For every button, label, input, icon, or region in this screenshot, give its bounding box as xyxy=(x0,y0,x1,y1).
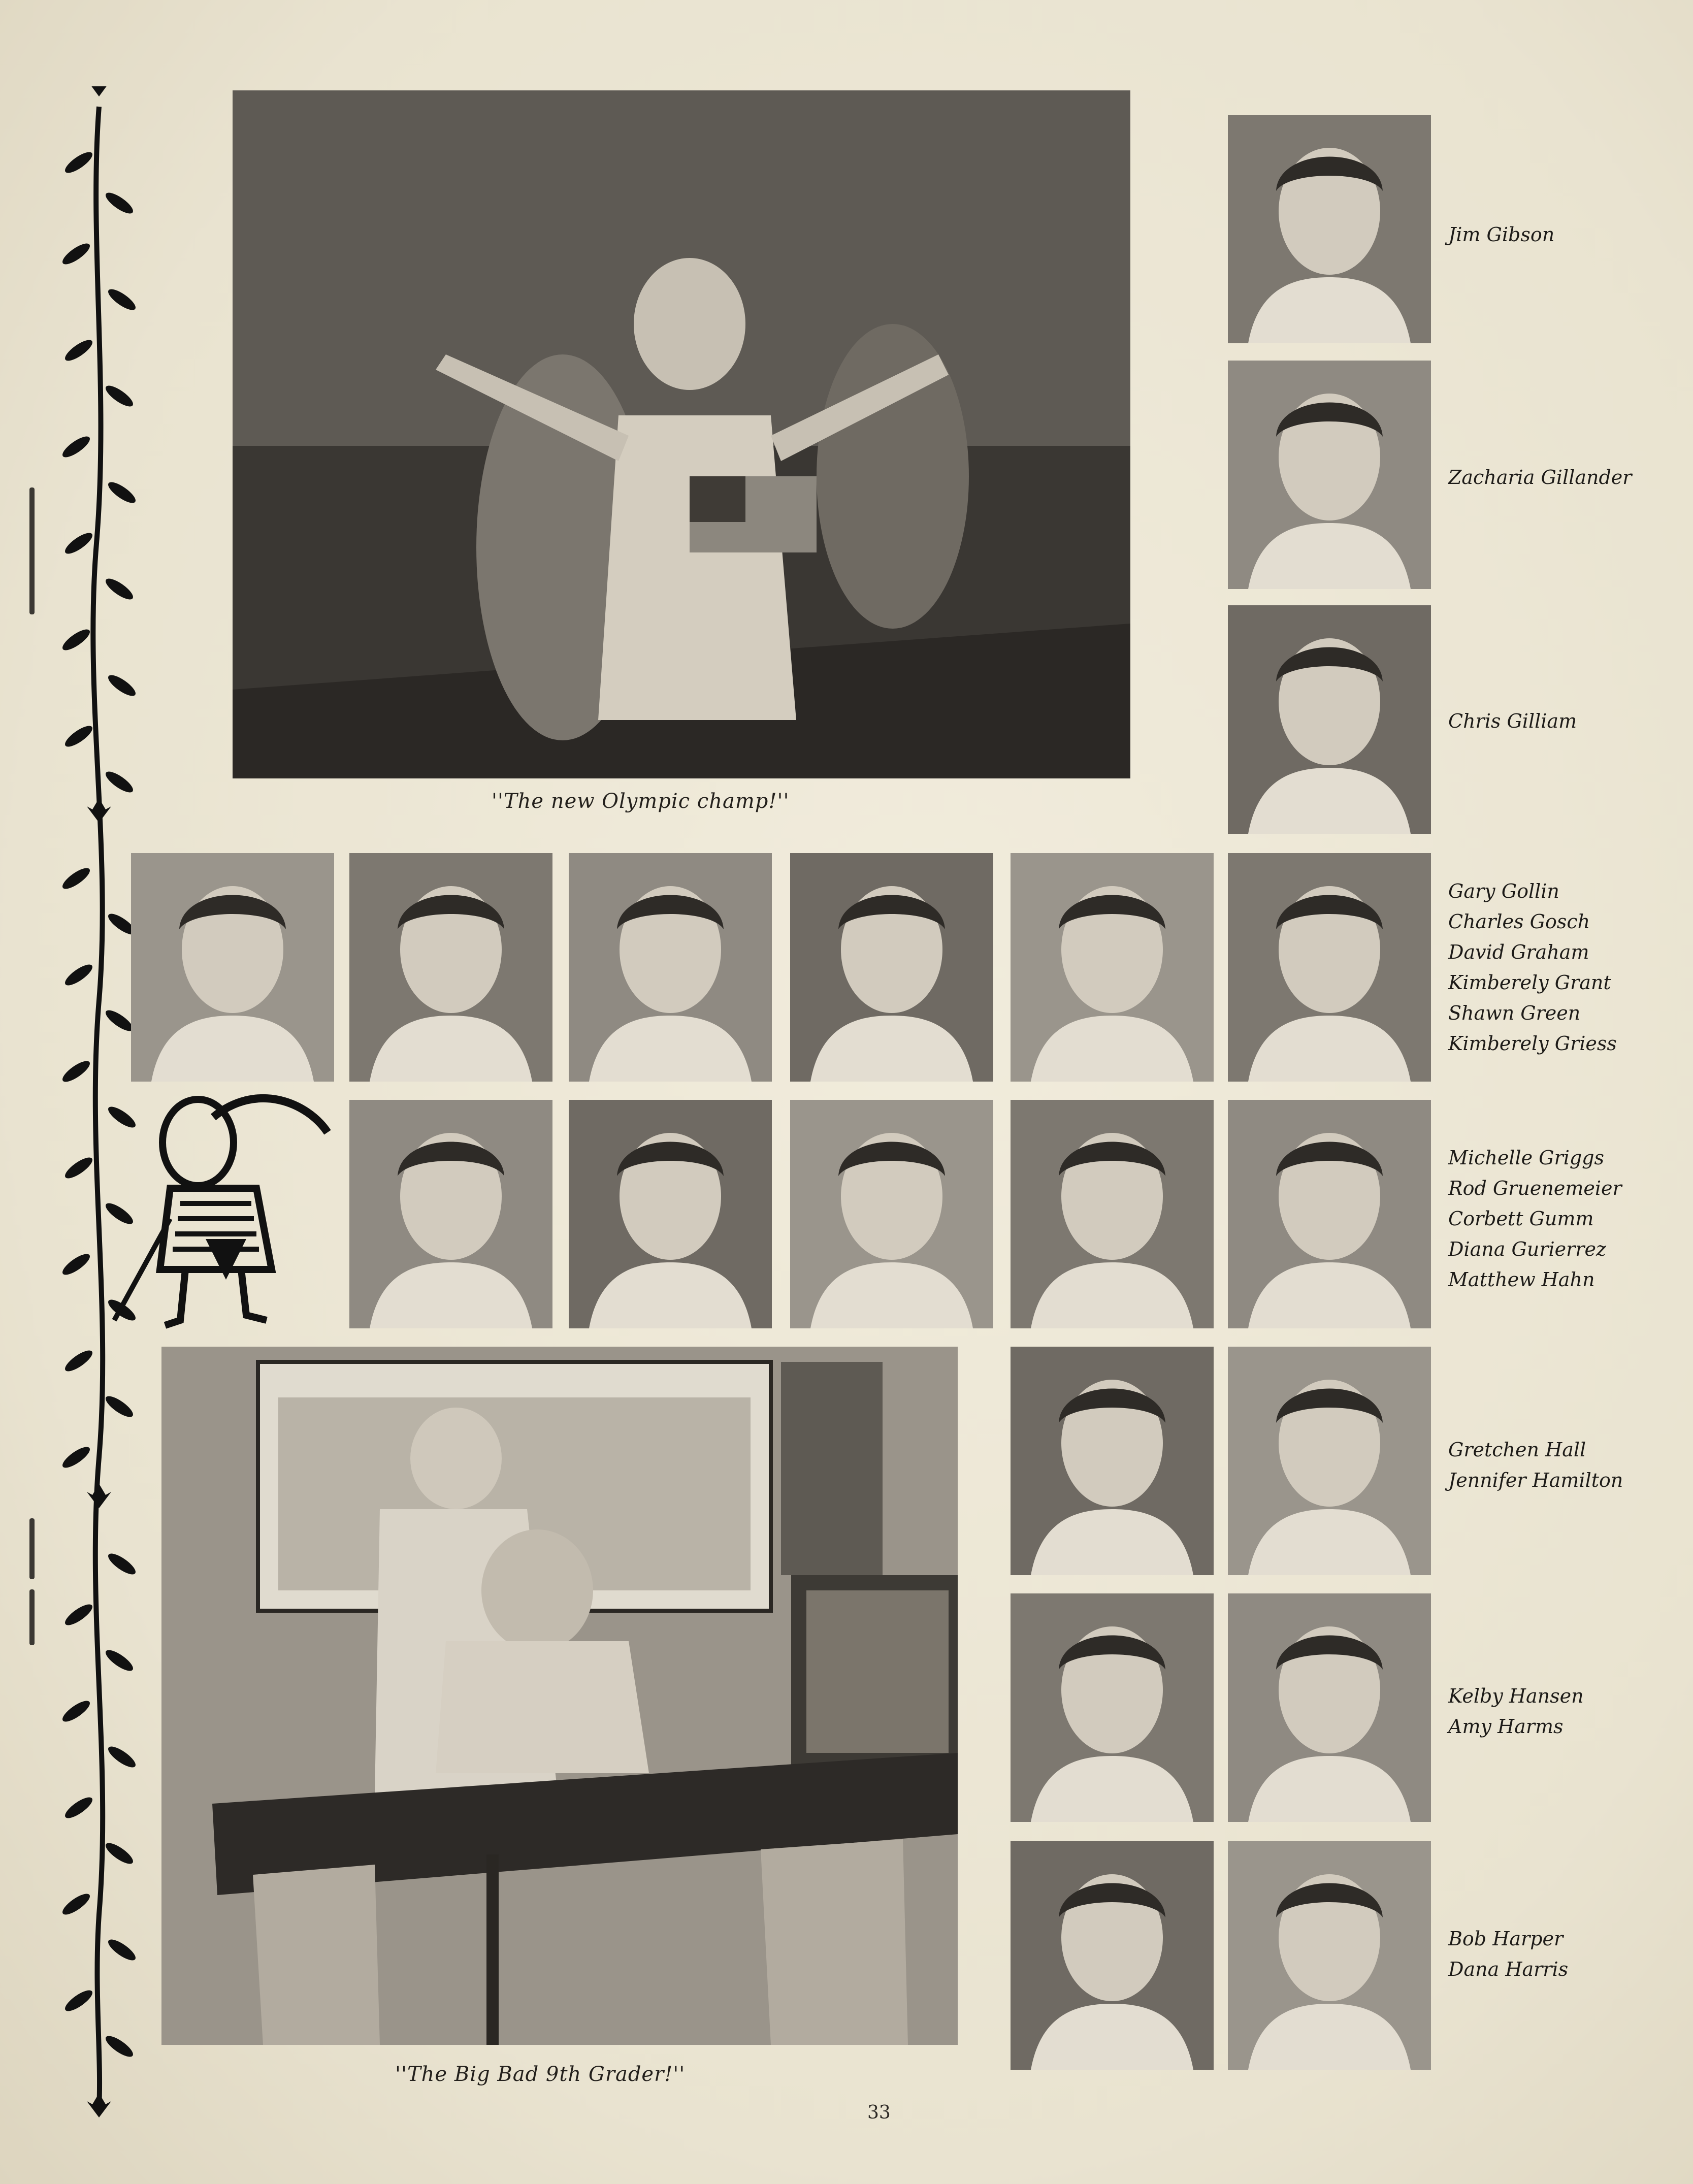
student-name: Gretchen Hall xyxy=(1448,1439,1586,1461)
portrait-photo xyxy=(349,1100,552,1328)
portrait-photo xyxy=(131,853,334,1082)
student-name: Kimberely Grant xyxy=(1448,971,1611,994)
student-name: Bob Harper xyxy=(1448,1928,1564,1950)
portrait-photo xyxy=(1228,361,1431,589)
student-name: Michelle Griggs xyxy=(1448,1147,1605,1169)
portrait-photo xyxy=(1228,853,1431,1082)
student-name: Zacharia Gillander xyxy=(1448,466,1632,488)
student-name: David Graham xyxy=(1448,941,1589,963)
page-number: 33 xyxy=(867,2102,891,2123)
student-name: Kimberely Griess xyxy=(1448,1032,1617,1055)
caption-top-photo: ''The new Olympic champ!'' xyxy=(492,790,790,813)
student-name: Charles Gosch xyxy=(1448,910,1590,933)
portrait-photo xyxy=(1011,853,1214,1082)
names-group xyxy=(1448,219,1554,250)
student-name: Shawn Green xyxy=(1448,1002,1581,1024)
portrait-photo xyxy=(1011,1100,1214,1328)
names-group xyxy=(1448,876,1617,1059)
student-name: Amy Harms xyxy=(1448,1715,1564,1738)
portrait-photo xyxy=(1228,605,1431,834)
student-name: Kelby Hansen xyxy=(1448,1685,1584,1707)
student-name: Rod Gruenemeier xyxy=(1448,1177,1622,1199)
portrait-photo xyxy=(349,853,552,1082)
portrait-photo xyxy=(1228,115,1431,343)
student-name: Corbett Gumm xyxy=(1448,1208,1594,1230)
names-group xyxy=(1448,1924,1568,1984)
names-group xyxy=(1448,1435,1623,1495)
staple xyxy=(29,1518,35,1579)
student-name: Jim Gibson xyxy=(1448,223,1555,246)
names-group xyxy=(1448,1681,1584,1742)
student-name: Matthew Hahn xyxy=(1448,1268,1595,1291)
portrait-photo xyxy=(1228,1100,1431,1328)
portrait-photo xyxy=(790,853,993,1082)
staple xyxy=(29,559,35,614)
student-name: Jennifer Hamilton xyxy=(1448,1469,1623,1491)
portrait-photo xyxy=(1011,1841,1214,2070)
student-name: Gary Gollin xyxy=(1448,880,1559,902)
portrait-photo xyxy=(1011,1347,1214,1575)
caption-bottom-photo: ''The Big Bad 9th Grader!'' xyxy=(395,2063,686,2086)
student-name: Diana Gurierrez xyxy=(1448,1238,1606,1260)
portrait-photo xyxy=(569,853,772,1082)
portrait-photo xyxy=(1228,1841,1431,2070)
staple xyxy=(29,1589,35,1645)
candid-photo-ping-pong xyxy=(233,90,1130,778)
knight-mascot-drawing xyxy=(109,1087,338,1335)
names-group xyxy=(1448,1143,1622,1295)
portrait-photo xyxy=(569,1100,772,1328)
staple xyxy=(29,487,35,564)
candid-photo-library xyxy=(161,1347,958,2045)
portrait-photo xyxy=(1228,1593,1431,1822)
portrait-photo xyxy=(1228,1347,1431,1575)
student-name: Chris Gilliam xyxy=(1448,710,1577,732)
names-group xyxy=(1448,462,1632,493)
portrait-photo xyxy=(1011,1593,1214,1822)
portrait-photo xyxy=(790,1100,993,1328)
names-group xyxy=(1448,706,1577,736)
student-name: Dana Harris xyxy=(1448,1958,1569,1980)
